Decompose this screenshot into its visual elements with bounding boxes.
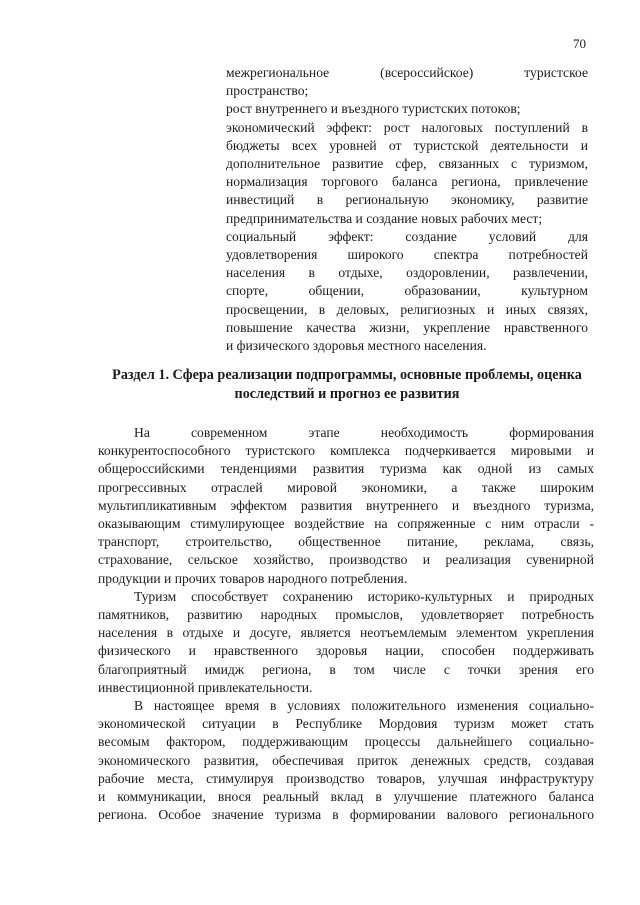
paragraph-line: общероссийскими тенденциями развития туризма как одной из самых xyxy=(98,461,594,477)
paragraph-line: продукции и прочих товаров народного потребления. xyxy=(98,570,408,586)
list-line: повышение качества жизни, укрепление нравственного xyxy=(226,319,588,335)
paragraph-line: весомым фактором, поддерживающим процессы дальнейшего социально- xyxy=(98,734,594,750)
list-line: пространство; xyxy=(226,83,309,99)
paragraph-line: конкурентоспособного туристского комплекса подчеркивается мировыми и xyxy=(98,443,594,459)
list-line: социальный эффект: создание условий для xyxy=(226,228,588,244)
paragraph-line: экономической ситуации в Республике Мордовия туризм может стать xyxy=(98,716,594,732)
paragraph-line: транспорт, строительство, общественное питание, реклама, связь, xyxy=(98,534,594,550)
paragraph-line: экономического развития, обеспечивая приток денежных средств, создавая xyxy=(98,752,594,768)
list-line: экономический эффект: рост налоговых поступлений в xyxy=(226,119,588,135)
heading-line: последствий и прогноз ее развития xyxy=(234,386,460,402)
list-line: населения в отдыхе, оздоровлении, развлечении, xyxy=(226,265,588,281)
paragraph-line: мультипликативным эффектом развития внутреннего и въездного туризма, xyxy=(98,497,594,513)
paragraph-line: региона. Особое значение туризма в формировании валового регионального xyxy=(98,807,594,823)
paragraph-line: страхование, сельское хозяйство, производство и реализация сувенирной xyxy=(98,552,594,568)
paragraph-line: физического и нравственного здоровья нации, способен поддерживать xyxy=(98,643,594,659)
paragraph-line: На современном этапе необходимость формирования xyxy=(134,425,594,440)
paragraph-line: оказывающим стимулирующее воздействие на сопряженные с ним отрасли - xyxy=(98,516,594,532)
body-text xyxy=(98,424,594,824)
list-line: спорте, общении, образовании, культурном xyxy=(226,283,588,299)
paragraph-line: памятников, развитию народных промыслов, удовлетворяет потребность xyxy=(98,607,594,623)
list-line: нормализация торгового баланса региона, привлечение xyxy=(226,174,588,190)
paragraph-line: В настоящее время в условиях положительного изменения социально- xyxy=(134,698,594,714)
list-line: инвестиций в региональную экономику, развитие xyxy=(226,192,588,208)
paragraph xyxy=(98,697,594,824)
list-line: удовлетворения широкого спектра потребностей xyxy=(226,247,588,263)
list-line: межрегиональное (всероссийское) туристское xyxy=(226,65,588,80)
paragraph-line: населения в отдыхе и досуге, является неотъемлемым элементом укрепления xyxy=(98,625,594,641)
list-line: предпринимательства и создание новых рабочих мест; xyxy=(226,210,543,226)
list-line: и физического здоровья местного населения. xyxy=(226,338,487,354)
heading-line: Раздел 1. Сфера реализации подпрограммы, основные проблемы, оценка xyxy=(112,367,582,383)
paragraph xyxy=(98,588,594,697)
section-heading xyxy=(100,366,594,404)
list-line: просвещении, в деловых, религиозных и иных связях, xyxy=(226,301,588,317)
paragraph-line: инвестиционной привлекательности. xyxy=(98,679,313,695)
paragraph-line: Туризм способствует сохранению историко-культурных и природных xyxy=(134,588,594,604)
list-line: бюджеты всех уровней от туристской деятельности и xyxy=(226,137,588,153)
effects-list-block xyxy=(226,64,588,355)
page-number: 70 xyxy=(573,36,586,51)
paragraph-line: рабочие места, стимулируя производство товаров, улучшая инфраструктуру xyxy=(98,770,594,786)
paragraph-line: и коммуникации, внося реальный вклад в улучшение платежного баланса xyxy=(98,789,594,805)
paragraph-line: благоприятный имидж региона, в том числе с точки зрения его xyxy=(98,661,594,677)
paragraph xyxy=(98,424,594,588)
paragraph-line: прогрессивных отраслей мировой экономики, а также широким xyxy=(98,479,594,495)
list-line: рост внутреннего и въездного туристских потоков; xyxy=(226,101,521,117)
list-line: дополнительное развитие сфер, связанных с туризмом, xyxy=(226,156,588,172)
